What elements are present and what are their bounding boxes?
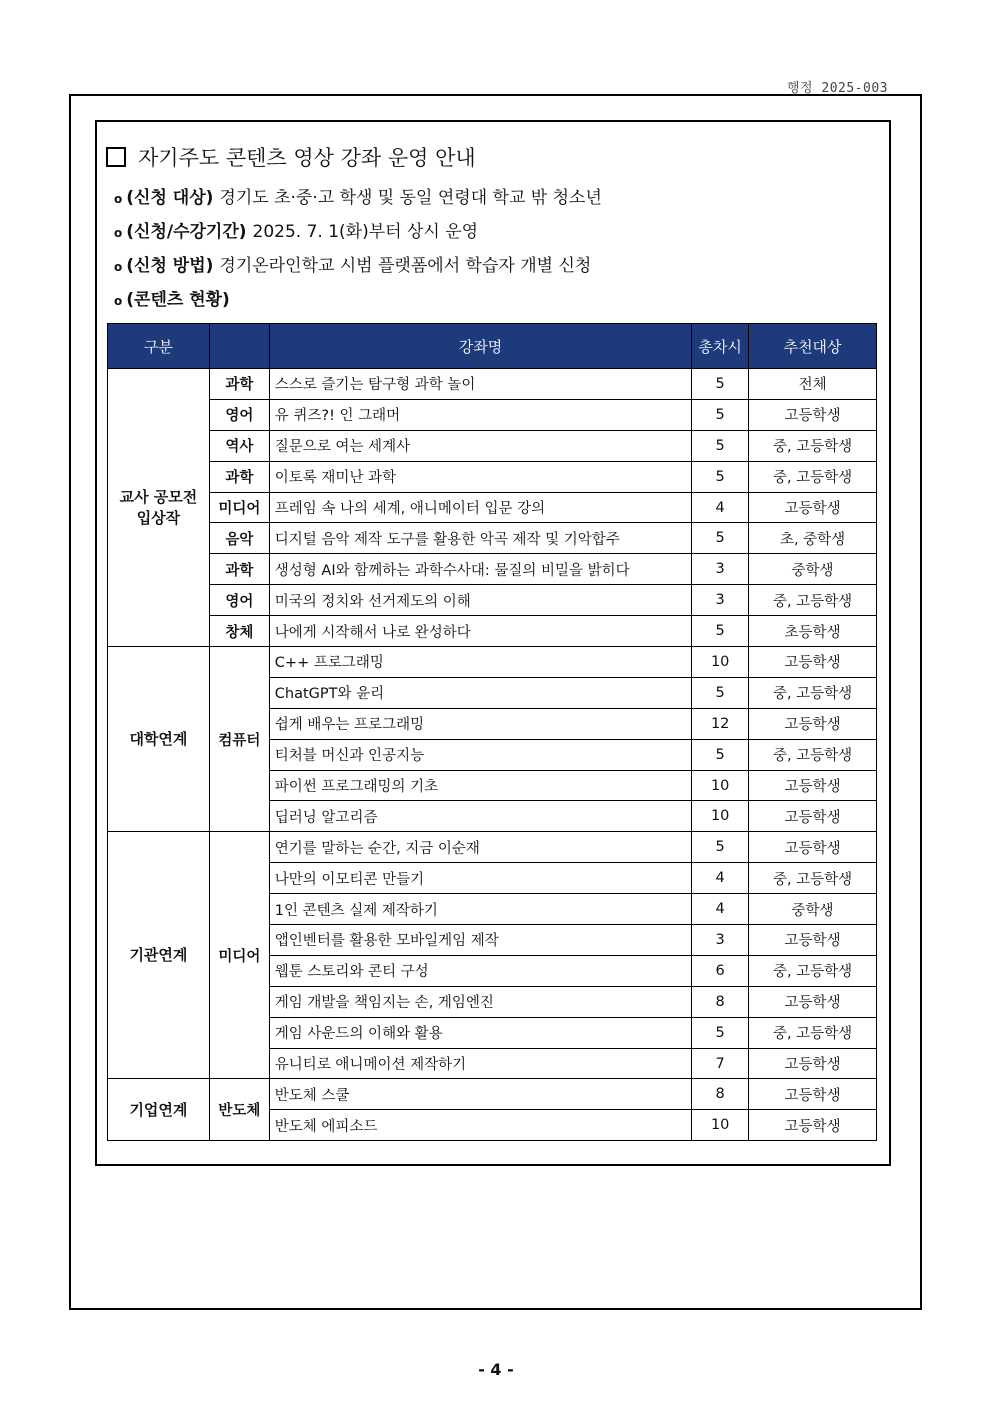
header-target: 추천대상 — [749, 324, 877, 369]
header-subject — [209, 324, 269, 369]
sessions-cell: 7 — [692, 1048, 749, 1079]
course-title-cell: 유니티로 애니메이션 제작하기 — [269, 1048, 691, 1079]
courses-table — [107, 323, 877, 1141]
bullet-dot-icon: o — [114, 260, 123, 274]
category-cell: 기업연계 — [108, 1079, 210, 1141]
sessions-cell: 10 — [692, 647, 749, 678]
course-title-cell: 디지털 음악 제작 도구를 활용한 악곡 제작 및 기악합주 — [269, 523, 691, 554]
table-row — [108, 399, 877, 430]
sessions-cell: 6 — [692, 955, 749, 986]
course-title-cell: 쉽게 배우는 프로그래밍 — [269, 708, 691, 739]
target-cell: 고등학생 — [749, 647, 877, 678]
target-cell: 고등학생 — [749, 1110, 877, 1141]
sessions-cell: 4 — [692, 863, 749, 894]
table-row — [108, 616, 877, 647]
subject-cell: 영어 — [209, 585, 269, 616]
bullet-text: 경기온라인학교 시범 플랫폼에서 학습자 개별 신청 — [219, 256, 592, 276]
bullet-label: (신청 대상) — [126, 188, 214, 208]
course-title-cell: 연기를 말하는 순간, 지금 이순재 — [269, 832, 691, 863]
subject-cell: 과학 — [209, 461, 269, 492]
sessions-cell: 5 — [692, 832, 749, 863]
target-cell: 중, 고등학생 — [749, 1017, 877, 1048]
category-cell: 기관연계 — [108, 832, 210, 1079]
target-cell: 고등학생 — [749, 986, 877, 1017]
subject-cell: 영어 — [209, 399, 269, 430]
target-cell: 중학생 — [749, 554, 877, 585]
target-cell: 고등학생 — [749, 492, 877, 523]
sessions-cell: 5 — [692, 677, 749, 708]
table-row — [108, 492, 877, 523]
table-body — [108, 369, 877, 1141]
subject-cell: 미디어 — [209, 832, 269, 1079]
bullet-period — [114, 217, 478, 242]
checkbox-icon — [106, 147, 126, 167]
category-cell: 교사 공모전 입상작 — [108, 369, 210, 647]
bullet-label: (신청/수강기간) — [126, 222, 247, 242]
course-title-cell: 게임 사운드의 이해와 활용 — [269, 1017, 691, 1048]
course-title-cell: 미국의 정치와 선거제도의 이해 — [269, 585, 691, 616]
sessions-cell: 10 — [692, 801, 749, 832]
subject-cell: 컴퓨터 — [209, 647, 269, 832]
target-cell: 고등학생 — [749, 1048, 877, 1079]
course-title-cell: 이토록 재미난 과학 — [269, 461, 691, 492]
sessions-cell: 4 — [692, 894, 749, 925]
target-cell: 전체 — [749, 369, 877, 400]
course-title-cell: 1인 콘텐츠 실제 제작하기 — [269, 894, 691, 925]
sessions-cell: 5 — [692, 399, 749, 430]
target-cell: 고등학생 — [749, 832, 877, 863]
course-title-cell: 파이썬 프로그래밍의 기초 — [269, 770, 691, 801]
table-row — [108, 523, 877, 554]
target-cell: 중, 고등학생 — [749, 677, 877, 708]
target-cell: 초등학생 — [749, 616, 877, 647]
bullet-label: (콘텐츠 현황) — [126, 290, 230, 310]
target-cell: 고등학생 — [749, 925, 877, 956]
course-title-cell: ChatGPT와 윤리 — [269, 677, 691, 708]
target-cell: 중, 고등학생 — [749, 863, 877, 894]
bullet-contents — [114, 285, 236, 310]
subject-cell: 과학 — [209, 369, 269, 400]
target-cell: 초, 중학생 — [749, 523, 877, 554]
sessions-cell: 8 — [692, 986, 749, 1017]
document-code: 행정 2025-003 — [786, 81, 888, 96]
course-title-cell: 나만의 이모티콘 만들기 — [269, 863, 691, 894]
table-header-row — [108, 324, 877, 369]
sessions-cell: 3 — [692, 554, 749, 585]
course-title-cell: 티처블 머신과 인공지능 — [269, 739, 691, 770]
target-cell: 중, 고등학생 — [749, 461, 877, 492]
target-cell: 중, 고등학생 — [749, 955, 877, 986]
header-title: 강좌명 — [269, 324, 691, 369]
target-cell: 중, 고등학생 — [749, 739, 877, 770]
table-row — [108, 430, 877, 461]
target-cell: 고등학생 — [749, 1079, 877, 1110]
header-category: 구분 — [108, 324, 210, 369]
bullet-dot-icon: o — [114, 226, 123, 240]
sessions-cell: 5 — [692, 739, 749, 770]
course-title-cell: 웹툰 스토리와 콘티 구성 — [269, 955, 691, 986]
course-title-cell: 스스로 즐기는 탐구형 과학 놀이 — [269, 369, 691, 400]
subject-cell: 역사 — [209, 430, 269, 461]
table-row — [108, 1079, 877, 1110]
table-row — [108, 554, 877, 585]
course-title-cell: 앱인벤터를 활용한 모바일게임 제작 — [269, 925, 691, 956]
course-title-cell: 반도체 스쿨 — [269, 1079, 691, 1110]
bullet-text: 경기도 초·중·고 학생 및 동일 연령대 학교 밖 청소년 — [219, 188, 602, 208]
heading-text: 자기주도 콘텐츠 영상 강좌 운영 안내 — [138, 146, 476, 170]
subject-cell: 창체 — [209, 616, 269, 647]
bullet-method — [114, 251, 591, 276]
table-row — [108, 369, 877, 400]
sessions-cell: 5 — [692, 430, 749, 461]
course-title-cell: 유 퀴즈?! 인 그래머 — [269, 399, 691, 430]
category-cell: 대학연계 — [108, 647, 210, 832]
bullet-dot-icon: o — [114, 294, 123, 308]
bullet-label: (신청 방법) — [126, 256, 214, 276]
course-title-cell: 프레임 속 나의 세계, 애니메이터 입문 강의 — [269, 492, 691, 523]
target-cell: 고등학생 — [749, 770, 877, 801]
page-number: - 4 - — [478, 1360, 514, 1379]
course-title-cell: 생성형 AI와 함께하는 과학수사대: 물질의 비밀을 밝히다 — [269, 554, 691, 585]
sessions-cell: 3 — [692, 925, 749, 956]
table-row — [108, 647, 877, 678]
target-cell: 중, 고등학생 — [749, 430, 877, 461]
target-cell: 중, 고등학생 — [749, 585, 877, 616]
course-title-cell: 질문으로 여는 세계사 — [269, 430, 691, 461]
header-sessions: 총차시 — [692, 324, 749, 369]
course-title-cell: 딥러닝 알고리즘 — [269, 801, 691, 832]
course-title-cell: 게임 개발을 책임지는 손, 게임엔진 — [269, 986, 691, 1017]
sessions-cell: 5 — [692, 461, 749, 492]
bullet-text: 2025. 7. 1(화)부터 상시 운영 — [252, 222, 479, 242]
subject-cell: 과학 — [209, 554, 269, 585]
course-title-cell: C++ 프로그래밍 — [269, 647, 691, 678]
sessions-cell: 4 — [692, 492, 749, 523]
sessions-cell: 5 — [692, 616, 749, 647]
bullet-target — [114, 183, 602, 208]
table-row — [108, 832, 877, 863]
course-title-cell: 반도체 에피소드 — [269, 1110, 691, 1141]
target-cell: 고등학생 — [749, 399, 877, 430]
sessions-cell: 10 — [692, 770, 749, 801]
subject-cell: 음악 — [209, 523, 269, 554]
course-title-cell: 나에게 시작해서 나로 완성하다 — [269, 616, 691, 647]
bullet-dot-icon: o — [114, 192, 123, 206]
sessions-cell: 3 — [692, 585, 749, 616]
subject-cell: 미디어 — [209, 492, 269, 523]
sessions-cell: 5 — [692, 369, 749, 400]
table-row — [108, 461, 877, 492]
sessions-cell: 8 — [692, 1079, 749, 1110]
target-cell: 고등학생 — [749, 708, 877, 739]
section-heading — [106, 142, 476, 172]
sessions-cell: 5 — [692, 523, 749, 554]
table-row — [108, 585, 877, 616]
sessions-cell: 10 — [692, 1110, 749, 1141]
target-cell: 중학생 — [749, 894, 877, 925]
subject-cell: 반도체 — [209, 1079, 269, 1141]
target-cell: 고등학생 — [749, 801, 877, 832]
sessions-cell: 12 — [692, 708, 749, 739]
sessions-cell: 5 — [692, 1017, 749, 1048]
